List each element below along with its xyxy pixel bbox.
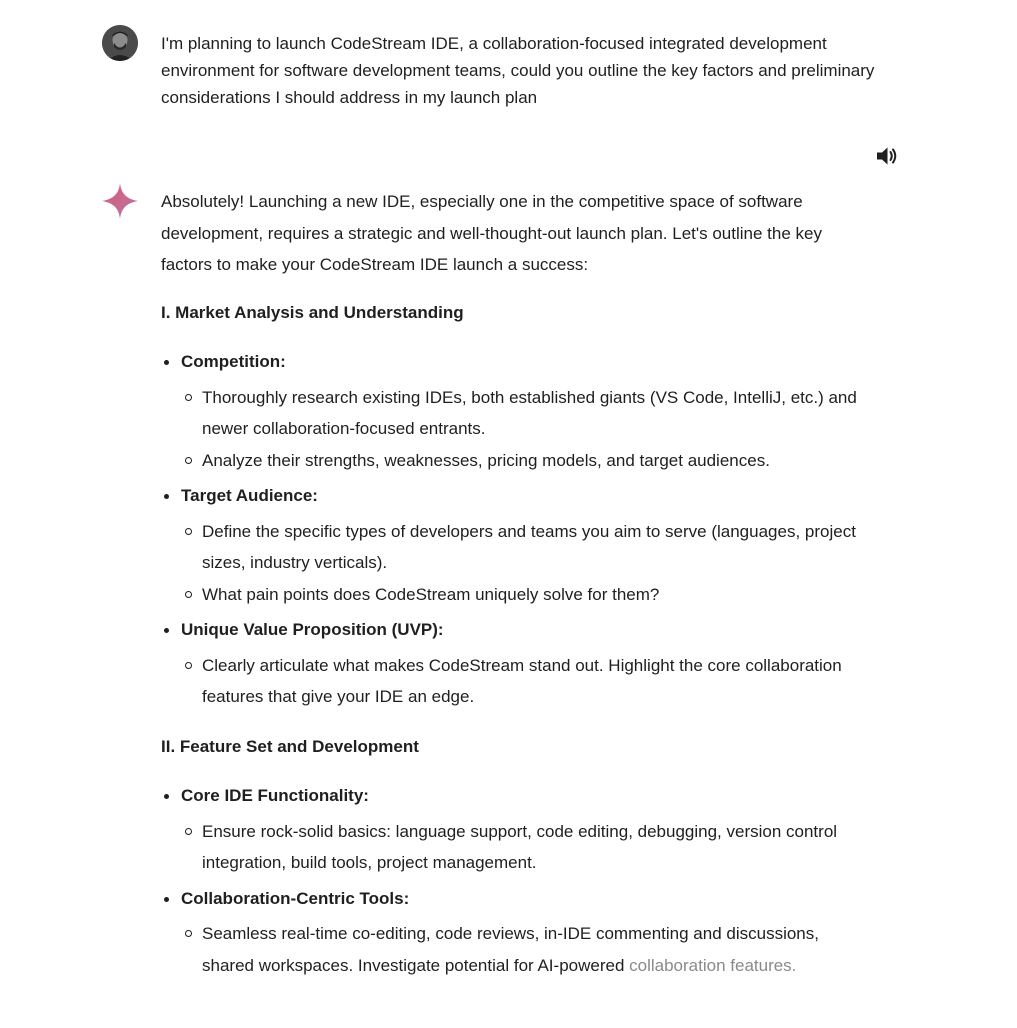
- user-message: I'm planning to launch CodeStream IDE, a collaboration-focused integrated development environment for software development teams, could you outline the key factors and preliminary considerations I should address in my launch plan: [161, 34, 875, 107]
- sub-list-item: Thoroughly research existing IDEs, both established giants (VS Code, IntelliJ, etc.) and newer collaboration-focused entrants.: [181, 382, 861, 445]
- item-title: Competition:: [181, 352, 286, 371]
- response-intro: Absolutely! Launching a new IDE, especially one in the competitive space of software development, requires a strategic and well-thought-out launch plan. Let's outline the key factors to make your CodeStream IDE launch a success:: [161, 192, 822, 274]
- user-avatar-icon: [102, 25, 138, 61]
- sub-list: [181, 650, 861, 713]
- list-item: [161, 780, 861, 879]
- gemini-sparkle-icon: [101, 182, 139, 220]
- sub-list: [181, 918, 861, 981]
- sub-list-item: Clearly articulate what makes CodeStream stand out. Highlight the core collaboration features that give your IDE an edge.: [181, 650, 861, 713]
- list-item: [161, 883, 861, 982]
- item-title: Target Audience:: [181, 486, 318, 505]
- sub-list-item-text-faded: collaboration features.: [629, 955, 797, 975]
- sub-list: [181, 382, 861, 477]
- sub-list-item: [181, 918, 861, 981]
- sub-list: [181, 516, 861, 611]
- user-avatar: [102, 25, 138, 61]
- section-list: [161, 780, 861, 981]
- list-item: [161, 614, 861, 713]
- list-item: [161, 346, 861, 476]
- assistant-response: [161, 186, 861, 981]
- section-heading: II. Feature Set and Development: [161, 736, 419, 756]
- sub-list-item: Define the specific types of developers and teams you aim to serve (languages, project sizes, industry verticals).: [181, 516, 861, 579]
- section-heading: I. Market Analysis and Understanding: [161, 302, 464, 322]
- item-title: Core IDE Functionality:: [181, 786, 369, 805]
- speaker-icon: [874, 143, 900, 169]
- item-title: Unique Value Proposition (UVP):: [181, 620, 444, 639]
- sub-list-item: Analyze their strengths, weaknesses, pricing models, and target audiences.: [181, 445, 861, 477]
- read-aloud-button[interactable]: [874, 143, 900, 169]
- sub-list-item: What pain points does CodeStream uniquely solve for them?: [181, 579, 861, 611]
- sub-list: [181, 816, 861, 879]
- section-list: [161, 346, 861, 713]
- list-item: [161, 480, 861, 610]
- item-title: Collaboration-Centric Tools:: [181, 888, 410, 908]
- sub-list-item: Ensure rock-solid basics: language support, code editing, debugging, version control integration, build tools, project management.: [181, 816, 861, 879]
- sub-list-item-text: Seamless real-time co-editing, code reviews, in-IDE commenting and discussions, shared workspaces. Investigate potential for AI-powered: [202, 924, 819, 975]
